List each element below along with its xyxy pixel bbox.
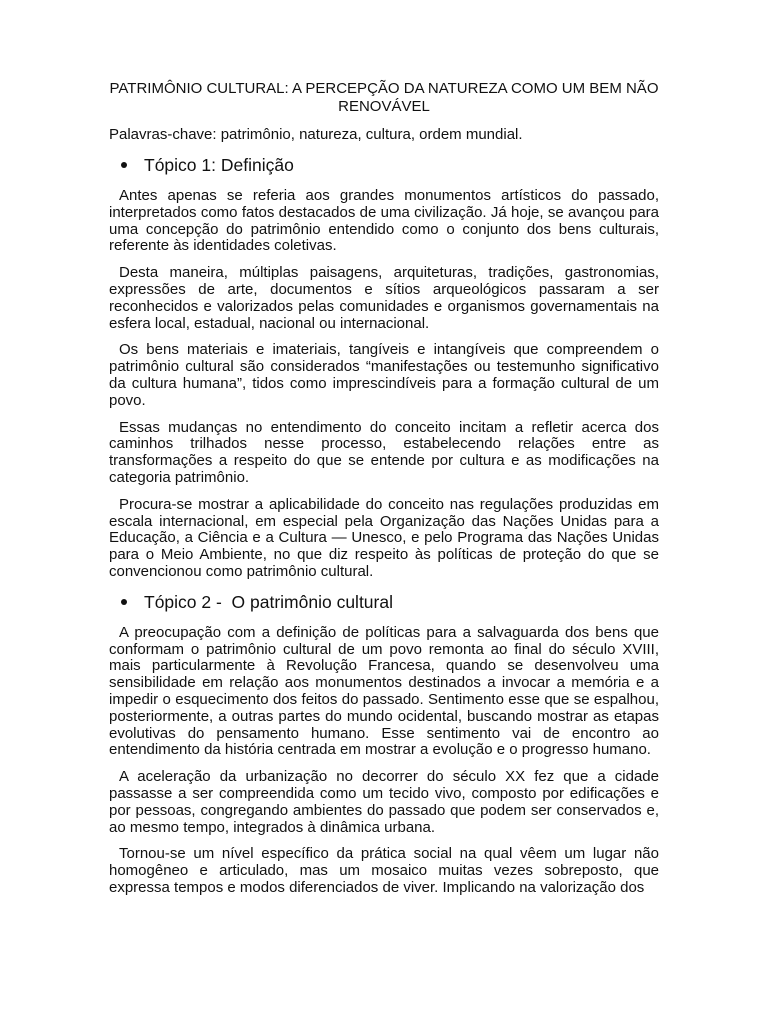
topic-2-heading [109,591,659,613]
paragraph: Essas mudanças no entendimento do conceito incitam a refletir acerca dos caminhos trilhados nesse processo, estabelecendo relações entre as transformações a respeito do que se entende por cultura e as modificações na categoria patrimônio. [109,418,659,486]
paragraph: A preocupação com a definição de políticas para a salvaguarda dos bens que conformam o patrimônio cultural de um povo remonta ao final do século XVIII, mais particularmente à Revolução Francesa, quando se desenvolveu uma sensibilidade em relação aos monumentos destinados a invocar a memória e a impedir o esquecimento dos feitos do passado. Sentimento esse que se espalhou, posteriormente, a outras partes do mundo ocidental, buscando mostrar as etapas evolutivas do pensamento humano. Esse sentimento vai de encontro ao entendimento da história centrada em mostrar a evolução e o progresso humano. [109,623,659,759]
paragraph: A aceleração da urbanização no decorrer do século XX fez que a cidade passasse a ser compreendida como um tecido vivo, composto por edificações e por pessoas, congregando ambientes do passado que podem ser conservados e, ao mesmo tempo, integrados à dinâmica urbana. [109,768,659,836]
topic-1-heading [109,154,659,176]
paragraph: Tornou-se um nível específico da prática social na qual vêem um lugar não homogêneo e articulado, mas um mosaico muitas vezes sobreposto, que expressa tempos e modos diferenciados de viver. Implicando na valorização dos [109,845,659,896]
topic-2-heading-text: Tópico 2 - O patrimônio cultural [144,591,393,612]
topic-1-heading-text: Tópico 1: Definição [144,155,294,175]
keywords-line: Palavras-chave: patrimônio, natureza, cultura, ordem mundial. [109,126,523,143]
paragraph: Procura-se mostrar a aplicabilidade do conceito nas regulações produzidas em escala internacional, em especial pela Organização das Nações Unidas para a Educação, a Ciência e a Cultura — Unesco, e pelo Programa das Nações Unidas para o Meio Ambiente, no que diz respeito às políticas de proteção do que se convencionou como patrimônio cultural. [109,495,659,580]
bullet-icon [121,599,127,605]
document-page [109,80,659,907]
paragraph: Desta maneira, múltiplas paisagens, arquiteturas, tradições, gastronomias, expressões de arte, documentos e sítios arqueológicos passaram a ser reconhecidos e valorizados pelas comunidades e organismos governamentais na esfera local, estadual, nacional ou internacional. [109,264,659,332]
bullet-icon [121,162,127,168]
paragraph: Antes apenas se referia aos grandes monumentos artísticos do passado, interpretados como fatos destacados de uma civilização. Já hoje, se avançou para uma concepção do patrimônio entendido como o conjunto dos bens culturais, referente às identidades coletivas. [109,187,659,255]
paragraph: Os bens materiais e imateriais, tangíveis e intangíveis que compreendem o patrimônio cultural são considerados “manifestações ou testemunho significativo da cultura humana”, tidos como imprescindíveis para a formação cultural de um povo. [109,341,659,409]
document-title: PATRIMÔNIO CULTURAL: A PERCEPÇÃO DA NATUREZA COMO UM BEM NÃO RENOVÁVEL [109,80,659,115]
